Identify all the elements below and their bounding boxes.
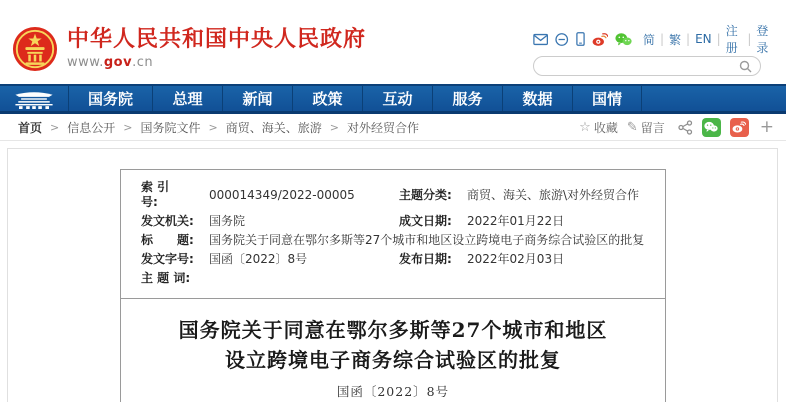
nav-item-premier[interactable]: 总理 — [152, 86, 222, 111]
site-header — [0, 0, 786, 84]
star-icon: ☆ — [579, 119, 591, 135]
document-title-line2: 设立跨境电子商务综合试验区的批复 — [225, 348, 561, 372]
nav-item-interaction[interactable]: 互动 — [362, 86, 432, 111]
lang-english-link[interactable]: EN — [695, 32, 712, 46]
share-icon[interactable] — [678, 120, 693, 135]
meta-row-title — [141, 233, 645, 248]
document-title — [121, 315, 665, 375]
pipe-divider: | — [686, 32, 691, 46]
url-gov: gov — [103, 55, 133, 70]
site-title: 中华人民共和国中央人民政府 — [67, 27, 367, 52]
breadcrumb — [18, 119, 419, 136]
wechat-share-icon[interactable] — [702, 118, 721, 137]
meta-label-publish-date: 发布日期: — [399, 252, 452, 266]
comment-button[interactable] — [627, 119, 665, 136]
breadcrumb-state-council-docs[interactable]: 国务院文件 — [140, 120, 201, 135]
meta-value-index: 000014349/2022-00005 — [209, 187, 355, 202]
quick-links-row — [533, 24, 773, 55]
nav-item-data[interactable]: 数据 — [502, 86, 572, 111]
favorite-label: 收藏 — [593, 120, 618, 135]
meta-value-doc-no: 国函〔2022〕8号 — [209, 252, 308, 266]
meta-label-issuer: 发文机关: — [141, 214, 194, 228]
register-link[interactable]: 注册 — [725, 24, 738, 55]
breadcrumb-row — [0, 114, 786, 141]
breadcrumb-separator: > — [329, 120, 339, 134]
favorite-button[interactable] — [579, 119, 618, 136]
nav-item-state-council[interactable]: 国务院 — [68, 86, 152, 111]
pipe-divider: | — [747, 32, 752, 46]
breadcrumb-info-disclosure[interactable]: 信息公开 — [67, 120, 116, 135]
meta-value-category: 商贸、海关、旅游\对外经贸合作 — [467, 187, 640, 202]
breadcrumb-home[interactable]: 首页 — [18, 120, 43, 135]
pipe-divider: | — [659, 32, 665, 46]
tiananmen-icon[interactable] — [0, 86, 68, 111]
breadcrumb-commerce-customs-tourism[interactable]: 商贸、海关、旅游 — [225, 120, 322, 135]
lang-links — [643, 22, 773, 56]
login-link[interactable]: 登录 — [756, 24, 769, 55]
header-right — [533, 24, 773, 76]
meta-row-issuer-date — [141, 214, 645, 229]
site-logo[interactable] — [12, 26, 366, 72]
page-actions — [579, 118, 774, 137]
lang-simplified-link[interactable]: 简 — [642, 32, 655, 47]
meta-value-issuer: 国务院 — [209, 214, 246, 228]
main-nav — [0, 84, 786, 114]
comment-circle-icon[interactable] — [555, 32, 568, 47]
wechat-icon[interactable] — [615, 32, 632, 47]
meta-label-index: 索 引 号: — [141, 180, 174, 209]
nav-item-policies[interactable]: 政策 — [292, 86, 362, 111]
nav-item-news[interactable]: 新闻 — [222, 86, 292, 111]
mail-icon[interactable] — [533, 33, 548, 46]
breadcrumb-foreign-trade[interactable]: 对外经贸合作 — [346, 120, 419, 135]
meta-row-docno-publish — [141, 252, 645, 267]
nav-item-national[interactable]: 国情 — [572, 86, 642, 111]
national-emblem-icon — [12, 26, 58, 72]
breadcrumb-separator: > — [208, 120, 218, 134]
meta-row-keywords — [141, 271, 645, 286]
pipe-divider: | — [716, 32, 721, 46]
lang-traditional-link[interactable]: 繁 — [669, 32, 682, 47]
meta-value-publish-date: 2022年02月03日 — [467, 252, 565, 266]
pencil-icon: ✎ — [626, 119, 638, 135]
breadcrumb-separator: > — [123, 120, 133, 134]
meta-value-title: 国务院关于同意在鄂尔多斯等27个城市和地区设立跨境电子商务综合试验区的批复 — [209, 233, 645, 247]
document-title-line1: 国务院关于同意在鄂尔多斯等27个城市和地区 — [178, 318, 608, 342]
meta-label-keywords: 主 题 词: — [141, 271, 191, 285]
search-icon[interactable] — [739, 60, 752, 73]
breadcrumb-separator: > — [50, 120, 60, 134]
meta-value-written-date: 2022年01月22日 — [467, 214, 565, 228]
url-www: www. — [67, 55, 104, 70]
weibo-share-icon[interactable] — [730, 118, 749, 137]
mobile-icon[interactable] — [576, 31, 585, 47]
url-cn: .cn — [132, 55, 154, 70]
document-number: 国函〔2022〕8号 — [336, 384, 450, 399]
content-panel — [7, 148, 778, 402]
meta-label-title: 标 题: — [141, 233, 194, 247]
more-share-button[interactable]: + — [759, 116, 774, 137]
meta-label-doc-no: 发文字号: — [141, 252, 194, 266]
meta-label-written-date: 成文日期: — [399, 214, 452, 228]
meta-label-category: 主题分类: — [399, 187, 452, 202]
document-box — [120, 298, 666, 402]
weibo-icon[interactable] — [592, 32, 608, 47]
search-input[interactable] — [542, 59, 739, 73]
meta-row-index-category — [141, 180, 645, 210]
search-box[interactable] — [533, 56, 761, 76]
site-url[interactable] — [67, 55, 366, 70]
comment-label: 留言 — [640, 120, 665, 135]
nav-item-services[interactable]: 服务 — [432, 86, 502, 111]
document-meta-box — [120, 169, 666, 299]
